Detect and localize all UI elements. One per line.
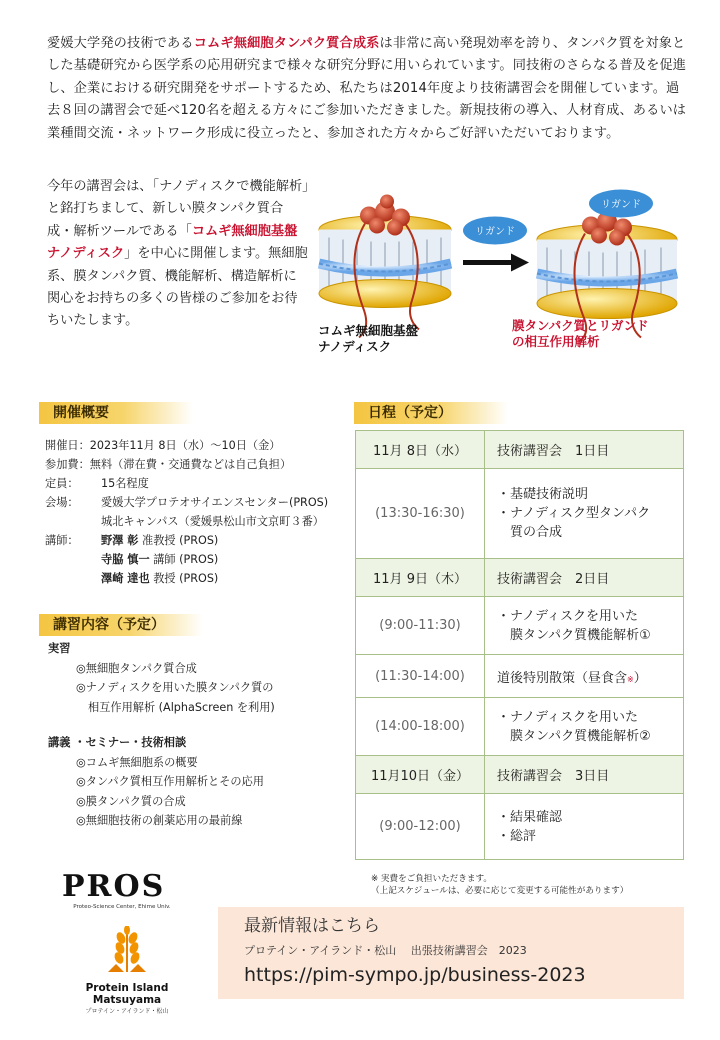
schedule-table <box>355 430 684 860</box>
schedule-heading: 日程（予定） <box>354 402 508 424</box>
date-row <box>45 436 355 455</box>
session-content <box>485 794 684 860</box>
schedule-note <box>371 873 628 897</box>
session-time: (9:00-11:30) <box>356 597 485 655</box>
info-url-link[interactable]: https://pim-sympo.jp/business-2023 <box>244 964 586 986</box>
lecture-item: ◎膜タンパク質の合成 <box>76 794 186 808</box>
session-content <box>485 597 684 655</box>
lecturer-name: 寺脇 慎一 <box>101 553 150 566</box>
lecture-item: ◎タンパク質相互作用解析とその応用 <box>76 775 264 788</box>
ligand-label-2: リガンド <box>601 199 641 211</box>
lecture-block <box>48 639 348 831</box>
pim-logo-text: Protein Island Matsuyama <box>85 982 169 1006</box>
capacity-value: 15名程度 <box>101 477 149 490</box>
lecture-heading: 講習内容（予定） <box>39 614 203 636</box>
fee-key: 参加費： <box>45 458 90 471</box>
day3-title: 技術講習会 3日目 <box>485 756 684 794</box>
venue-value-1: 愛媛大学プロテオサイエンスセンター(PROS) <box>101 496 329 509</box>
venue-row <box>45 493 355 512</box>
wheat-icon <box>104 926 150 976</box>
info-title: 最新情報はこちら <box>244 916 380 936</box>
practical-item: ◎無細胞タンパク質合成 <box>76 661 197 675</box>
session-content <box>485 698 684 756</box>
capacity-key: 定員： <box>45 477 79 490</box>
ligand-label-1: リガンド <box>475 226 515 238</box>
intro-paragraph <box>47 33 687 145</box>
caption-right-line-1: 膜タンパク質とリガンド <box>512 318 649 333</box>
session-content <box>485 655 684 698</box>
pros-logo <box>62 870 192 910</box>
lecture-item: ◎コムギ無細胞系の概要 <box>76 755 198 769</box>
intro-text-1: 愛媛大学発の技術である <box>47 36 194 51</box>
session-item: 膜タンパク質機能解析② <box>510 728 651 744</box>
ligand-badge-1 <box>463 217 527 245</box>
caption-right-line-2: の相互作用解析 <box>512 334 600 349</box>
caption-left-line-2: ナノディスク <box>318 339 392 354</box>
pros-logo-subtitle: Proteo-Science Center, Ehime Univ. <box>73 904 171 910</box>
practical-label: 実習 <box>48 642 71 655</box>
table-row <box>356 655 684 698</box>
session-item-end: ） <box>633 670 647 686</box>
date-value: 2023年11月 8日（水）～10日（金） <box>89 439 281 452</box>
lecturer-name: 澤崎 達也 <box>101 572 150 585</box>
fee-value: 無料（滞在費・交通費などは自己負担） <box>89 458 292 471</box>
intro-text-2: は非常に高い発現効率を誇り、タンパク質を対象とした基礎研究から医学系の応用研究まで様々な研究分野に用いられています。同技術のさらなる普及を促進し、企業における研究開発をサポートするため、私たちは2014年度より技術講習会を開催しています。過去８回の講習会で延べ120名を超える方々にご参加いただきました。新規技術の導入、人材育成、あるいは業種間交流・ネットワーク形成に役立ったと、参加された方々からご好評いただいております。 <box>47 36 687 141</box>
table-row <box>356 698 684 756</box>
intro-paragraph-2 <box>47 176 309 333</box>
table-row <box>356 794 684 860</box>
lecturer-title: 准教授 (PROS) <box>138 534 219 547</box>
session-content <box>485 469 684 559</box>
ligand-badge-2 <box>589 190 653 218</box>
pim-logo-subtitle: プロテイン・アイランド・松山 <box>85 1008 169 1015</box>
intro2-highlight: コムギ無細胞基盤ナノディスク <box>47 223 298 262</box>
overview-heading: 開催概要 <box>39 402 193 424</box>
fee-row <box>45 455 355 474</box>
session-item: 膜タンパク質機能解析① <box>510 627 651 643</box>
session-item: ・ナノディスクを用いた <box>497 608 639 624</box>
lecturer-title: 教授 (PROS) <box>149 572 219 585</box>
venue-row-2 <box>45 512 355 531</box>
figure-caption-right <box>512 318 649 350</box>
table-row <box>356 597 684 655</box>
table-row <box>356 559 684 597</box>
practical-item: ◎ナノディスクを用いた膜タンパク質の <box>76 681 274 694</box>
info-box <box>218 907 684 999</box>
day2-title: 技術講習会 2日目 <box>485 559 684 597</box>
venue-value-2: 城北キャンパス（愛媛県松山市文京町３番） <box>101 515 324 528</box>
venue-key: 会場： <box>45 496 79 509</box>
day1-date: 11月 8日（水） <box>356 431 485 469</box>
arrow-icon <box>463 254 529 272</box>
capacity-row <box>45 474 355 493</box>
lecturer-row-1 <box>45 531 355 550</box>
session-item: ・ナノディスクを用いた <box>497 709 639 725</box>
session-item: 質の合成 <box>510 525 563 540</box>
lecturer-key: 講師： <box>45 534 79 547</box>
info-subtitle: プロテイン・アイランド・松山 出張技術講習会 2023 <box>244 944 527 957</box>
overview-block <box>45 436 355 588</box>
table-row <box>356 756 684 794</box>
lecturer-row-2 <box>45 550 355 569</box>
session-item: ・基礎技術説明 <box>497 487 589 502</box>
day3-date: 11月10日（金） <box>356 756 485 794</box>
lecturer-title: 講師 (PROS) <box>149 553 219 566</box>
caption-left-line-1: コムギ無細胞基盤 <box>318 323 419 338</box>
session-time: (9:00-12:00) <box>356 794 485 860</box>
session-item: 道後特別散策（昼食含 <box>497 670 628 686</box>
session-time: (13:30-16:30) <box>356 469 485 559</box>
intro2-text-2: 」を中心に開催します。無細胞系、膜タンパク質、機能解析、構造解析に関心をお持ちの多くの皆様のご参加をお待ちいたします。 <box>47 246 308 329</box>
intro2-text-1: 今年の講習会は、「ナノディスクで機能解析」と銘打ちまして、新しい膜タンパク質合成・解析ツールである「 <box>47 179 309 239</box>
session-item: ・結果確認 <box>497 809 563 825</box>
table-row <box>356 469 684 559</box>
note-mark: ※ <box>627 674 634 684</box>
intro-highlight: コムギ無細胞タンパク質合成系 <box>193 36 380 51</box>
session-item: ・ナノディスク型タンパク <box>497 506 651 521</box>
nanodisc-left <box>319 195 451 338</box>
note-line-2: （上記スケジュールは、必要に応じて変更する可能性があります） <box>371 886 629 896</box>
pim-logo <box>52 926 202 1015</box>
lecturer-name: 野澤 彰 <box>101 534 139 547</box>
pros-logo-text: PROS <box>62 869 166 904</box>
day1-title: 技術講習会 1日目 <box>485 431 684 469</box>
day2-date: 11月 9日（木） <box>356 559 485 597</box>
session-item: ・総評 <box>497 828 537 844</box>
practical-item: 相互作用解析 (AlphaScreen を利用) <box>88 700 275 714</box>
lecturer-row-3 <box>45 569 355 588</box>
date-key: 開催日： <box>45 439 90 452</box>
table-row <box>356 431 684 469</box>
session-time: (14:00-18:00) <box>356 698 485 756</box>
lecture-item: ◎無細胞技術の創薬応用の最前線 <box>76 814 243 827</box>
lecture-label: 講義 ・セミナー・技術相談 <box>48 736 187 749</box>
figure-caption-left <box>318 323 418 355</box>
note-line-1: ※ 実費をご負担いただきます。 <box>371 874 492 884</box>
session-time: (11:30-14:00) <box>356 655 485 698</box>
